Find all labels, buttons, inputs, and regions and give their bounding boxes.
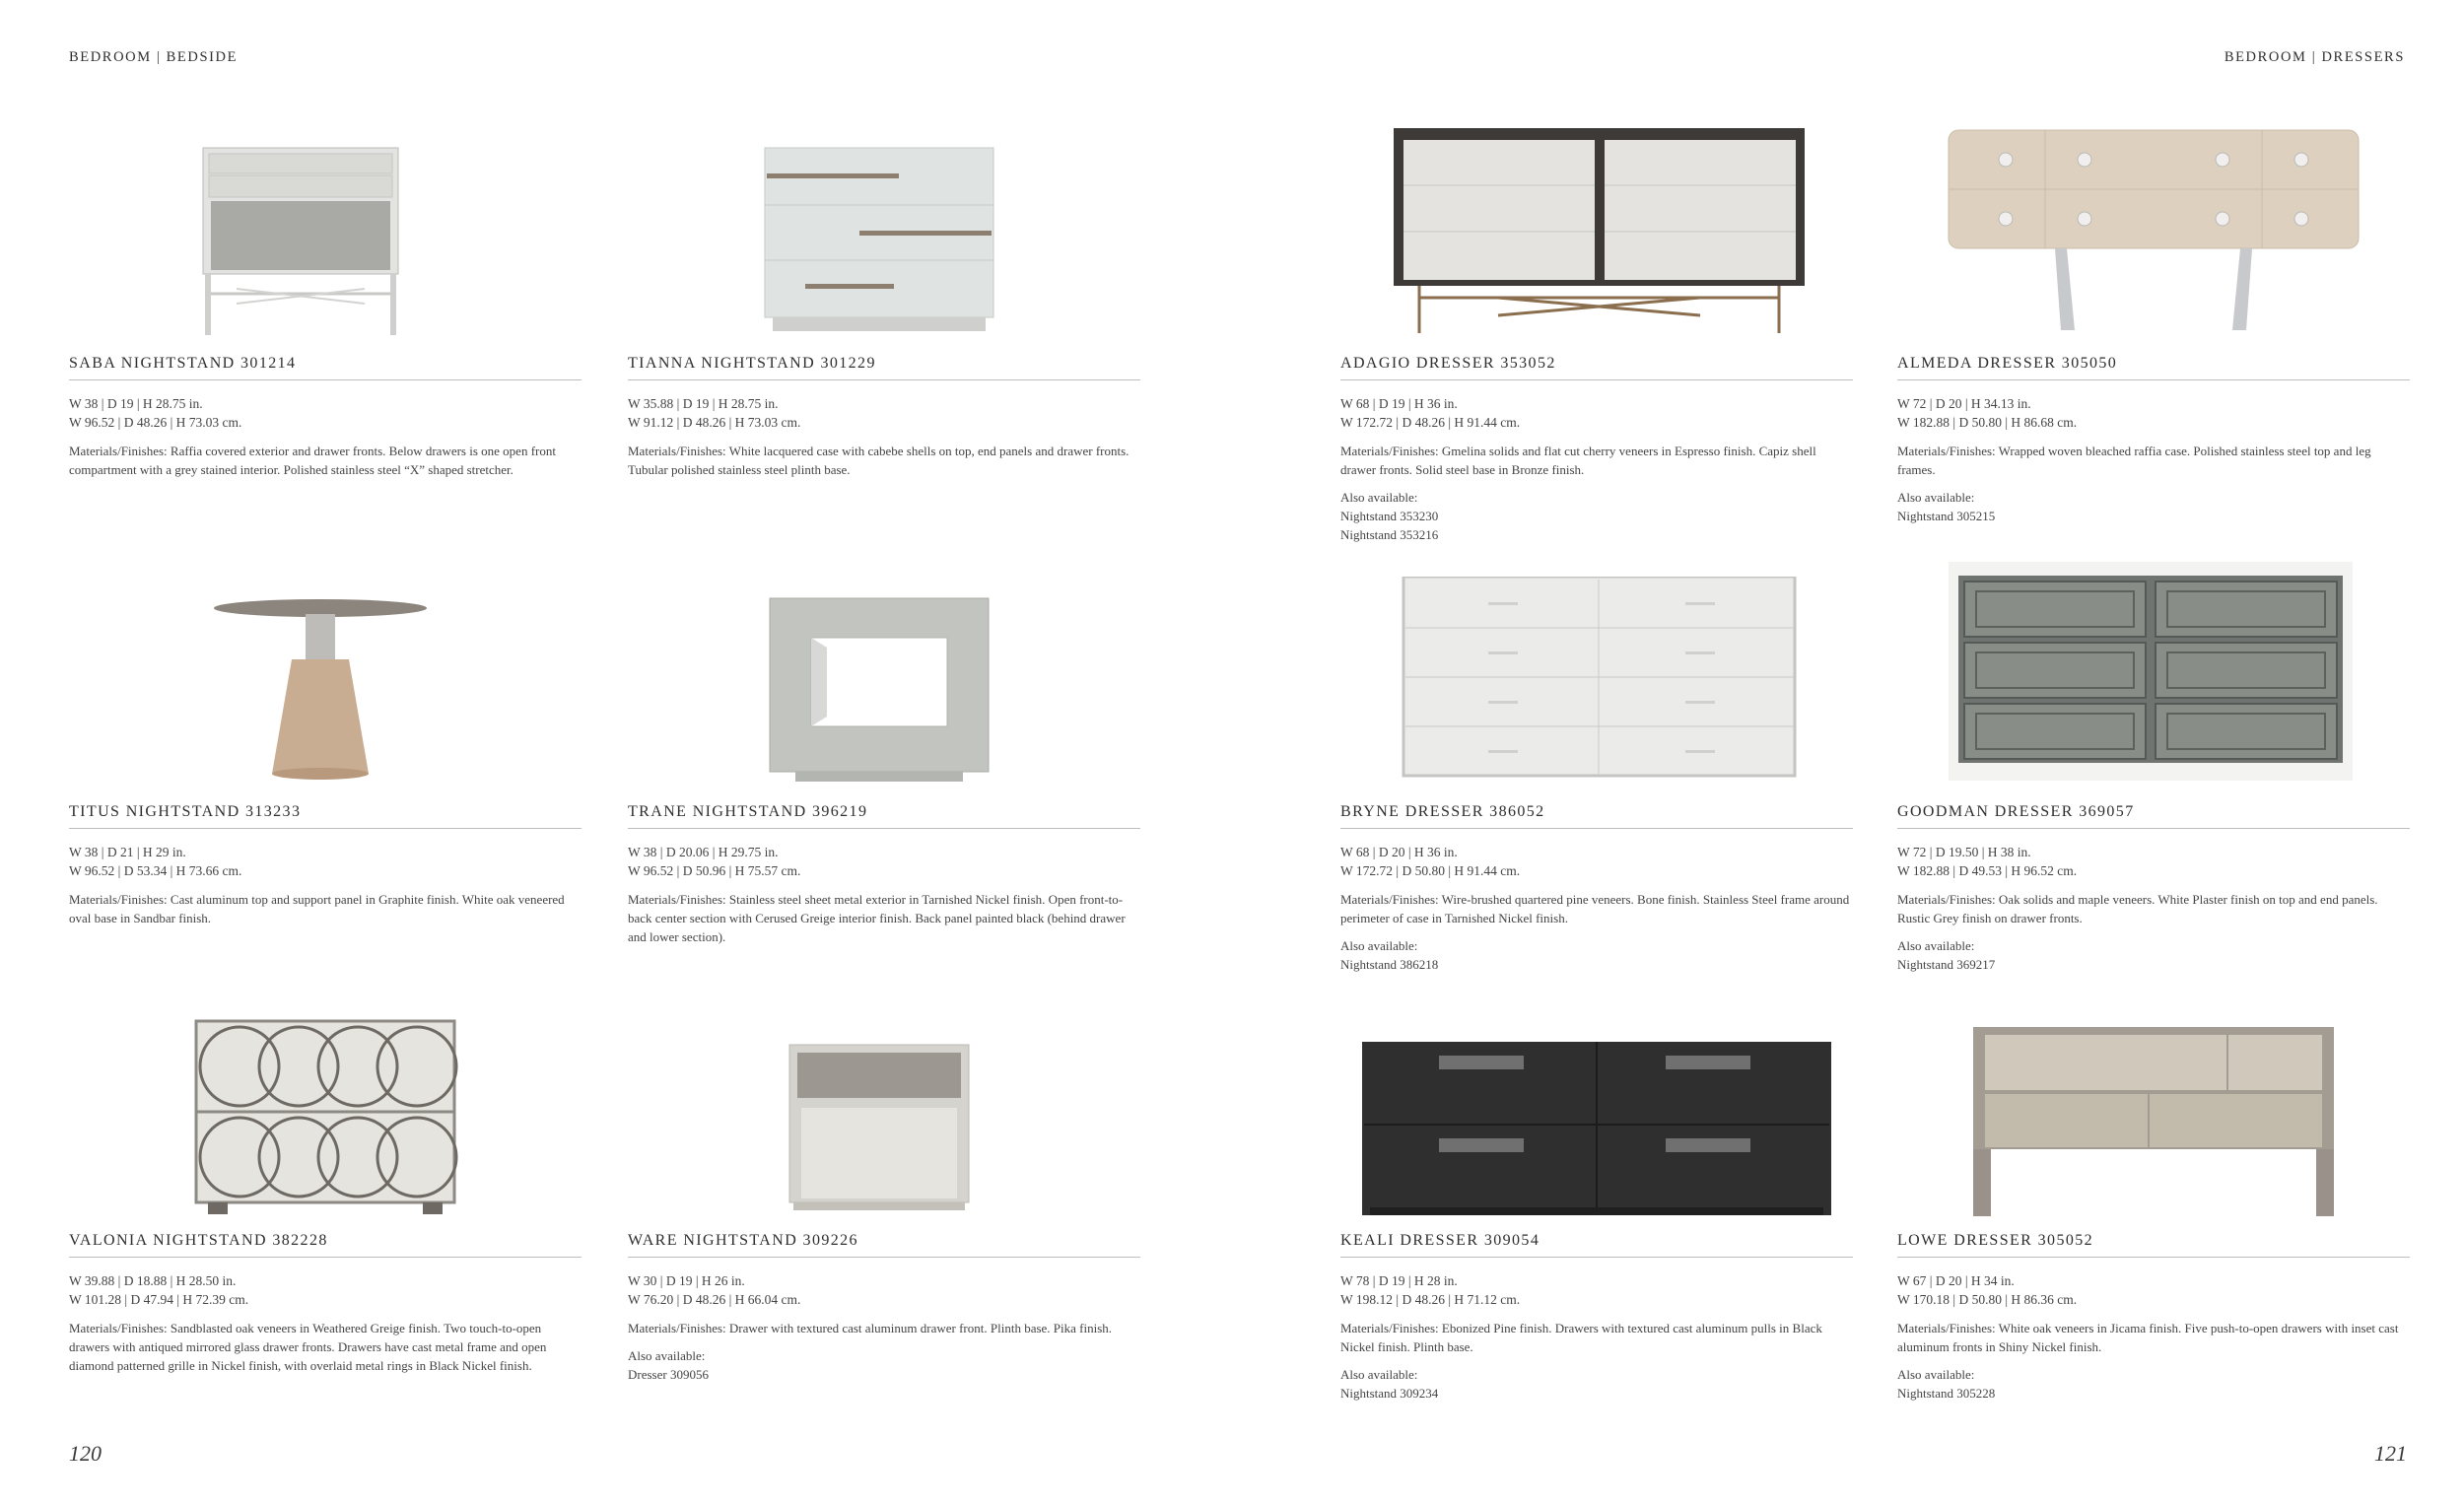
dims-inches: W 72 | D 19.50 | H 38 in. [1897,845,2031,859]
product-materials: Materials/Finishes: Oak solids and maple veneers. White Plaster finish on top and end panels. Rustic Grey finish on drawer fronts. [1897,892,2378,925]
right-page-header: BEDROOM | DRESSERS [2224,49,2405,65]
product-materials: Materials/Finishes: Sandblasted oak veneers in Weathered Greige finish. Two touch-to-open drawers with antiqued mirrored glass drawer fronts. Drawers have cast metal frame and open diamond patterned grille in Nickel finish, with overlaid metal rings in Black Nickel finish. [69,1321,547,1373]
dims-inches: W 68 | D 19 | H 36 in. [1340,396,1458,411]
product-image [628,1005,1140,1232]
dims-centimeters: W 101.28 | D 47.94 | H 72.39 cm. [69,1292,249,1307]
product-name: TRANE NIGHTSTAND 396219 [628,803,1140,829]
also-available-label: Also available: [1897,490,1975,505]
also-available-label: Also available: [1340,490,1418,505]
also-available-item: Nightstand 369217 [1897,957,1996,972]
product-dimensions [628,843,1140,880]
product-name: ALMEDA DRESSER 305050 [1897,355,2410,380]
dims-centimeters: W 198.12 | D 48.26 | H 71.12 cm. [1340,1292,1521,1307]
also-available-item: Nightstand 353216 [1340,527,1439,542]
also-available-item: Dresser 309056 [628,1367,709,1382]
titus-nightstand-illustration [207,596,434,788]
saba-nightstand-illustration [197,146,404,338]
dims-centimeters: W 96.52 | D 48.26 | H 73.03 cm. [69,415,242,430]
product-name: TITUS NIGHTSTAND 313233 [69,803,582,829]
dims-centimeters: W 182.88 | D 50.80 | H 86.68 cm. [1897,415,2078,430]
product-materials: Materials/Finishes: Cast aluminum top and support panel in Graphite finish. White oak veneered oval base in Sandbar finish. [69,892,565,925]
product-dimensions [1897,394,2410,432]
product-name: ADAGIO DRESSER 353052 [1340,355,1853,380]
product-materials: Materials/Finishes: Gmelina solids and flat cut cherry veneers in Espresso finish. Capiz shell drawer fronts. Solid steel base in Bronze finish. [1340,444,1816,477]
dims-centimeters: W 76.20 | D 48.26 | H 66.04 cm. [628,1292,801,1307]
product-dimensions [69,1271,582,1309]
product-card-trane [628,577,1140,955]
product-dimensions [1340,843,1853,880]
dims-inches: W 72 | D 20 | H 34.13 in. [1897,396,2031,411]
product-name: GOODMAN DRESSER 369057 [1897,803,2410,829]
product-image [628,577,1140,803]
product-image [1340,577,1853,803]
also-available-label: Also available: [1897,1367,1975,1382]
product-card-lowe [1897,1005,2410,1403]
product-materials: Materials/Finishes: Stainless steel sheet metal exterior in Tarnished Nickel finish. Open front-to-back center section with Cerused Greige interior finish. Back panel painted black (behind drawer and lower section). [628,892,1126,944]
dims-inches: W 68 | D 20 | H 36 in. [1340,845,1458,859]
product-materials: Materials/Finishes: Wire-brushed quartered pine veneers. Bone finish. Stainless Steel frame around perimeter of case in Tarnished Nickel finish. [1340,892,1850,925]
also-available-label: Also available: [1897,938,1975,953]
trane-nightstand-illustration [766,596,992,788]
product-name: LOWE DRESSER 305052 [1897,1232,2410,1258]
also-available-label: Also available: [1340,938,1418,953]
goodman-dresser-illustration [1947,562,2356,784]
product-name: BRYNE DRESSER 386052 [1340,803,1853,829]
product-materials: Materials/Finishes: Ebonized Pine finish. Drawers with textured cast aluminum pulls in Black Nickel finish. Plinth base. [1340,1321,1822,1354]
product-dimensions [1340,1271,1853,1309]
dims-centimeters: W 96.52 | D 53.34 | H 73.66 cm. [69,863,242,878]
product-name: WARE NIGHTSTAND 309226 [628,1232,1140,1258]
ware-nightstand-illustration [786,1043,973,1215]
product-card-titus [69,577,582,936]
right-page-number: 121 [2374,1441,2407,1466]
tianna-nightstand-illustration [761,146,997,338]
dims-centimeters: W 170.18 | D 50.80 | H 86.36 cm. [1897,1292,2078,1307]
also-available [1897,488,2410,525]
also-available [1340,936,1853,974]
also-available-item: Nightstand 305228 [1897,1386,1996,1401]
product-card-goodman [1897,577,2410,974]
lowe-dresser-illustration [1971,1025,2336,1222]
product-card-adagio [1340,128,1853,544]
product-image [1897,1005,2410,1232]
product-dimensions [628,394,1140,432]
product-name: SABA NIGHTSTAND 301214 [69,355,582,380]
also-available [1340,1365,1853,1403]
dims-inches: W 78 | D 19 | H 28 in. [1340,1273,1458,1288]
product-image [1340,128,1853,355]
dims-centimeters: W 96.52 | D 50.96 | H 75.57 cm. [628,863,801,878]
product-dimensions [69,843,582,880]
product-dimensions [1340,394,1853,432]
product-dimensions [1897,843,2410,880]
also-available [1897,1365,2410,1403]
dims-inches: W 38 | D 19 | H 28.75 in. [69,396,203,411]
product-image [69,128,582,355]
product-card-keali [1340,1005,1853,1403]
product-card-almeda [1897,128,2410,525]
product-card-valonia [69,1005,582,1384]
product-image [1340,1005,1853,1232]
product-name: TIANNA NIGHTSTAND 301229 [628,355,1140,380]
valonia-nightstand-illustration [192,1017,458,1219]
also-available-label: Also available: [1340,1367,1418,1382]
also-available-item: Nightstand 305215 [1897,509,1996,523]
almeda-dresser-illustration [1947,128,2361,340]
product-materials: Materials/Finishes: Drawer with textured cast aluminum drawer front. Plinth base. Pika finish. [628,1321,1113,1335]
product-card-bryne [1340,577,1853,974]
product-image [1897,128,2410,355]
dims-inches: W 67 | D 20 | H 34 in. [1897,1273,2015,1288]
also-available [628,1346,1140,1384]
product-dimensions [69,394,582,432]
dims-centimeters: W 172.72 | D 48.26 | H 91.44 cm. [1340,415,1521,430]
dims-inches: W 39.88 | D 18.88 | H 28.50 in. [69,1273,237,1288]
product-materials: Materials/Finishes: White oak veneers in Jicama finish. Five push-to-open drawers with inset cast aluminum fronts in Shiny Nickel finish. [1897,1321,2399,1354]
product-image [69,1005,582,1232]
product-card-tianna [628,128,1140,488]
dims-centimeters: W 182.88 | D 49.53 | H 96.52 cm. [1897,863,2078,878]
also-available-item: Nightstand 353230 [1340,509,1439,523]
product-card-ware [628,1005,1140,1384]
dims-inches: W 38 | D 20.06 | H 29.75 in. [628,845,779,859]
keali-dresser-illustration [1360,1040,1833,1222]
bryne-dresser-illustration [1400,577,1799,784]
also-available-label: Also available: [628,1348,706,1363]
dims-inches: W 30 | D 19 | H 26 in. [628,1273,745,1288]
adagio-dresser-illustration [1390,128,1809,340]
dims-centimeters: W 172.72 | D 50.80 | H 91.44 cm. [1340,863,1521,878]
product-materials: Materials/Finishes: White lacquered case with cabebe shells on top, end panels and drawer fronts. Tubular polished stainless steel plinth base. [628,444,1129,477]
product-dimensions [628,1271,1140,1309]
product-image [69,577,582,803]
product-image [1897,577,2410,803]
dims-centimeters: W 91.12 | D 48.26 | H 73.03 cm. [628,415,801,430]
dims-inches: W 35.88 | D 19 | H 28.75 in. [628,396,779,411]
product-image [628,128,1140,355]
product-materials: Materials/Finishes: Raffia covered exterior and drawer fronts. Below drawers is one open front compartment with a grey stained interior. Polished stainless steel “X” shaped stretcher. [69,444,556,477]
left-page-number: 120 [69,1441,102,1466]
also-available-item: Nightstand 386218 [1340,957,1439,972]
dims-inches: W 38 | D 21 | H 29 in. [69,845,186,859]
product-name: VALONIA NIGHTSTAND 382228 [69,1232,582,1258]
left-page-header: BEDROOM | BEDSIDE [69,49,239,65]
also-available [1340,488,1853,544]
product-name: KEALI DRESSER 309054 [1340,1232,1853,1258]
also-available [1897,936,2410,974]
product-card-saba [69,128,582,488]
product-materials: Materials/Finishes: Wrapped woven bleached raffia case. Polished stainless steel top and leg frames. [1897,444,2371,477]
also-available-item: Nightstand 309234 [1340,1386,1439,1401]
product-dimensions [1897,1271,2410,1309]
